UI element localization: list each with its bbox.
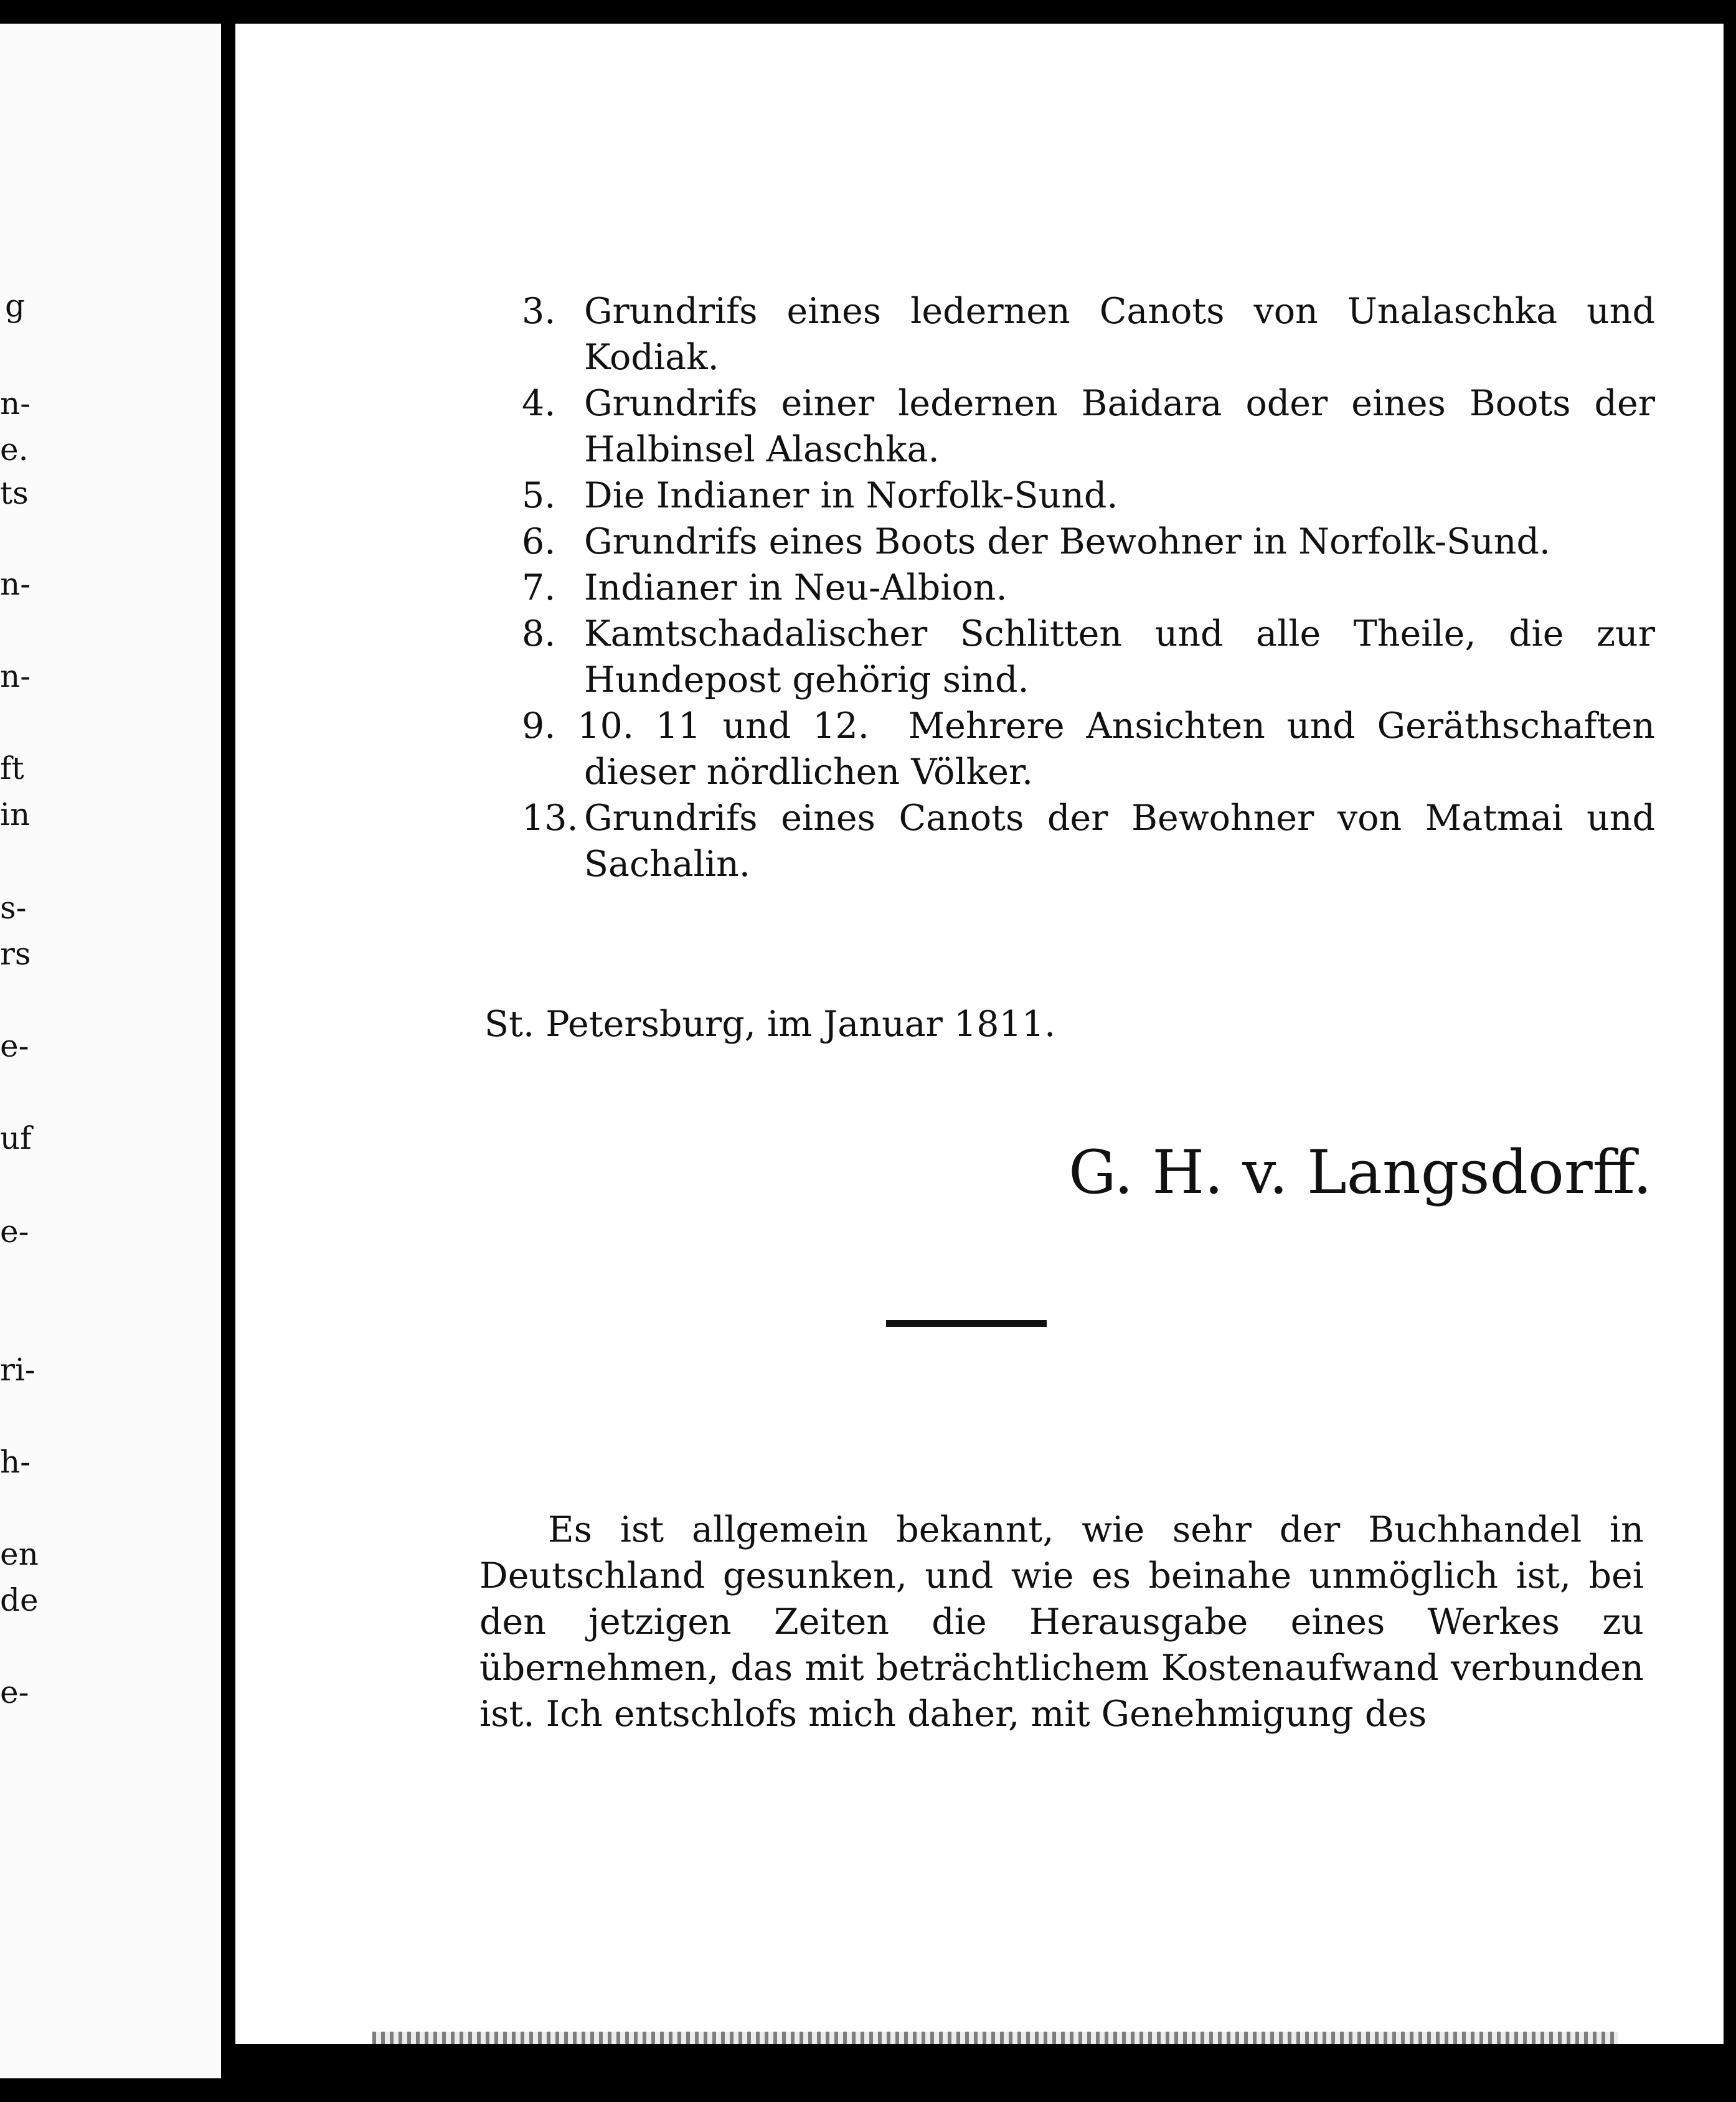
line-fragment: n- <box>0 566 31 602</box>
left-page-edge <box>0 24 221 2078</box>
plate-list-item <box>522 519 1655 565</box>
line-fragment: in <box>0 796 31 832</box>
line-fragment: s- <box>0 890 27 926</box>
line-fragment: g <box>5 288 26 324</box>
line-fragment: e- <box>0 1674 29 1710</box>
plate-description: Indianer in Neu-Albion. <box>584 567 1007 608</box>
author-signature: G. H. v. Langsdorff. <box>1068 1138 1652 1207</box>
plate-number: 9. 10. 11 und 12. <box>522 705 869 747</box>
plate-list-item <box>522 288 1655 380</box>
plate-number: 3. <box>522 291 556 332</box>
line-fragment: e- <box>0 1214 29 1250</box>
plate-list-item <box>522 473 1655 519</box>
section-divider <box>886 1320 1047 1327</box>
page-bottom-edge <box>372 2032 1618 2044</box>
right-page <box>235 24 1724 2044</box>
line-fragment: e- <box>0 1028 29 1064</box>
plate-number: 4. <box>522 383 556 424</box>
plate-description: Grundrifs eines Canots der Bewohner von Matmai und Sachalin. <box>584 798 1655 885</box>
plate-number: 8. <box>522 613 556 654</box>
plate-list <box>522 288 1655 887</box>
plate-list-item <box>522 795 1655 887</box>
line-fragment: de <box>0 1582 39 1618</box>
plate-list-item <box>522 611 1655 703</box>
plate-description: Die Indianer in Norfolk-Sund. <box>584 475 1118 516</box>
line-fragment: ts <box>0 475 29 511</box>
line-fragment: n- <box>0 658 31 694</box>
plate-description: Grundrifs einer ledernen Baidara oder eines Boots der Halbinsel Alaschka. <box>584 383 1655 470</box>
line-fragment: ri- <box>0 1352 35 1388</box>
plate-number: 13. <box>522 798 578 839</box>
line-fragment: ft <box>0 750 24 786</box>
line-fragment: rs <box>0 936 31 972</box>
plate-description: Grundrifs eines Boots der Bewohner in Norfolk-Sund. <box>584 521 1551 562</box>
plate-number: 6. <box>522 521 556 562</box>
plate-number: 7. <box>522 567 556 608</box>
plate-list-item <box>522 380 1655 473</box>
line-fragment: h- <box>0 1444 31 1480</box>
body-paragraph: Es ist allgemein bekannt, wie sehr der Buchhandel in Deutschland gesunken, und wie es beinahe unmöglich ist, bei den jetzigen Zeiten die Herausgabe eines Werkes zu übernehmen, das mit beträchtlichem Kostenaufwand verbunden ist. Ich entschlofs mich daher, mit Genehmigung des <box>479 1509 1644 1735</box>
plate-list-item <box>522 703 1655 795</box>
line-fragment: e. <box>0 431 29 468</box>
plate-number: 5. <box>522 475 556 516</box>
plate-description: Grundrifs eines ledernen Canots von Unalaschka und Kodiak. <box>584 291 1655 378</box>
line-fragment: uf <box>0 1120 32 1156</box>
line-fragment: en <box>0 1536 39 1572</box>
line-fragment: n- <box>0 385 31 422</box>
left-page-line-endings <box>0 24 221 2078</box>
plate-description: Mehrere Ansichten und Geräthschaften dieser nördlichen Völker. <box>584 705 1656 793</box>
place-and-date: St. Petersburg, im Januar 1811. <box>484 1004 1056 1045</box>
plate-description: Kamtschadalischer Schlitten und alle Theile, die zur Hundepost gehörig sind. <box>584 613 1655 700</box>
plate-list-item <box>522 565 1655 611</box>
